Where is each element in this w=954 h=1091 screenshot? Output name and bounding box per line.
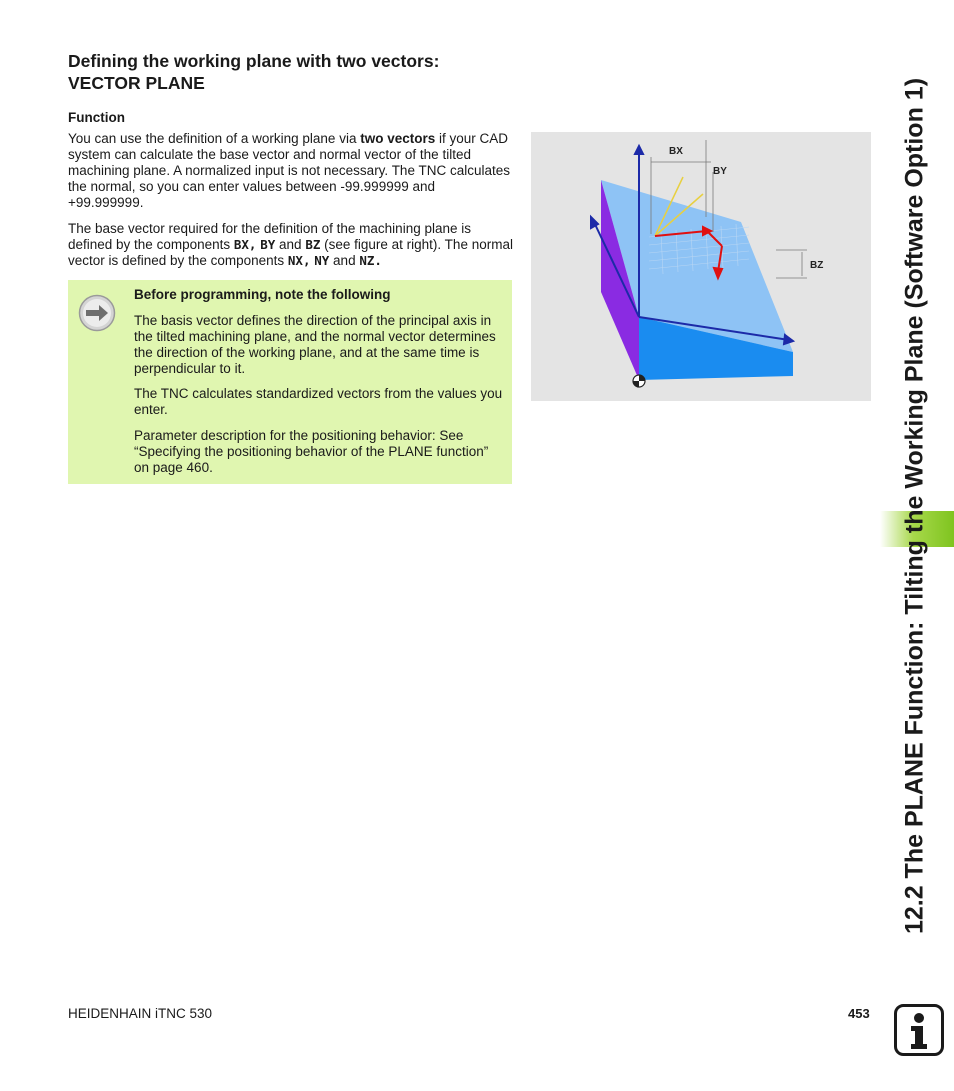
section-title-line1: Defining the working plane with two vectors: — [68, 51, 440, 71]
comp-text-2: and — [275, 237, 306, 252]
note-heading: Before programming, note the following — [134, 287, 391, 302]
footer-manual-name: HEIDENHAIN iTNC 530 — [68, 1006, 213, 1021]
intro-paragraph — [68, 131, 513, 211]
code-nx: NX, — [287, 253, 311, 268]
note-paragraph-3: Parameter description for the positioning behavior: See “Specifying the positioning behavior of the PLANE function” on page 460. — [134, 428, 489, 475]
page-number: 453 — [848, 1006, 870, 1021]
comp-text-4: and — [329, 253, 360, 268]
function-heading: Function — [68, 110, 125, 125]
chapter-side-title-text: 12.2 The PLANE Function: Tilting the Working Plane (Software Option 1) — [900, 77, 929, 935]
note-paragraph-2: The TNC calculates standardized vectors from the values you enter. — [134, 386, 503, 417]
vector-plane-figure — [531, 132, 871, 401]
code-bz: BZ — [305, 237, 321, 252]
info-icon — [894, 1004, 944, 1056]
intro-bold: two vectors — [360, 131, 436, 146]
note-paragraph-1: The basis vector defines the direction of the principal axis in the tilted machining plane, and the normal vector determines the direction of the working plane, and at the same time is perpendicular to it. — [134, 313, 496, 376]
intro-text-2: if your CAD system can calculate the base vector and normal vector of the tilted machining plane. A normalized input is not necessary. The TNC calculates the normal, so you can enter values between -99.999999 and +99.999999. — [68, 131, 510, 210]
comp-text-1: The base vector required for the definition of the machining plane is defined by the components — [68, 221, 471, 252]
code-ny: NY — [314, 253, 330, 268]
bx-label: BX — [669, 146, 683, 157]
origin-marker-icon — [633, 375, 645, 387]
code-by: BY — [260, 237, 276, 252]
chapter-side-title — [880, 56, 950, 956]
note-box — [68, 280, 512, 484]
code-bx: BX, — [233, 237, 257, 252]
section-title — [68, 50, 528, 94]
arrow-right-icon — [78, 294, 116, 332]
vector-components-paragraph — [68, 221, 513, 269]
comp-text-3: (see figure at right). The normal vector is defined by the components — [68, 237, 513, 268]
code-nz: NZ. — [359, 253, 382, 268]
section-title-line2: VECTOR PLANE — [68, 73, 205, 93]
intro-text-1: You can use the definition of a working plane via — [68, 131, 361, 146]
bz-label: BZ — [810, 260, 824, 271]
by-label: BY — [713, 166, 727, 177]
